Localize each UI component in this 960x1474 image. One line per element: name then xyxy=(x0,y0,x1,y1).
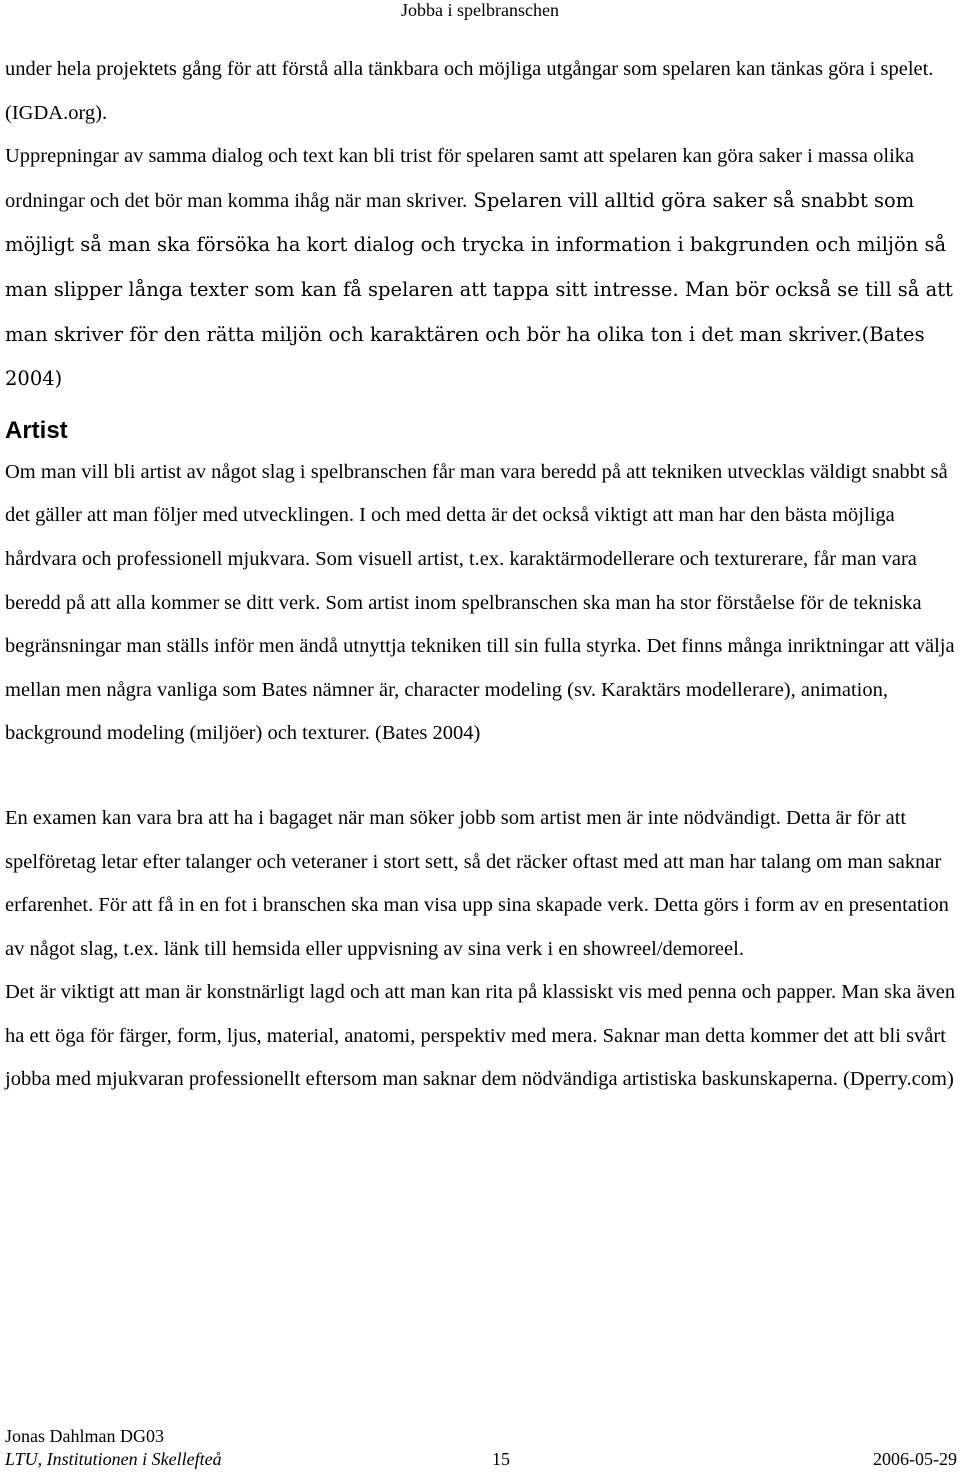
paragraph-2-part-2: Spelaren vill alltid göra saker så snabbt som möjligt så man ska försöka ha kort dialog och trycka in information i bakgrunden och miljön så man slipper långa texter som kan få spelaren att tappa sitt intresse. Man bör också se till så att man skriver för den rätta miljön och karaktären och bör ha olika ton i det man skriver.(Bates 2004) xyxy=(5,188,953,391)
paragraph-4: En examen kan vara bra att ha i bagaget när man söker jobb som artist men är inte nödvändigt. Detta är för att spelföretag letar efter talanger och veteraner i stort sett, så det räcker oftast med att man har talang om man saknar erfarenhet. För att få in en fot i branschen ska man visa upp sina skapade verk. Detta görs i form av en presentation av något slag, t.ex. länk till hemsida eller uppvisning av sina verk i en showreel/demoreel. xyxy=(5,806,949,960)
paragraph-3: Om man vill bli artist av något slag i spelbranschen får man vara beredd på att tekniken utvecklas väldigt snabbt så det gäller att man följer med utvecklingen. I och med detta är det också viktigt att man har den bästa möjliga hårdvara och professionell mjukvara. Som visuell artist, t.ex. karaktärmodellerare och texturerare, får man vara beredd på att alla kommer se ditt verk. Som artist inom spelbranschen ska man ha stor förståelse för de tekniska begränsningar man ställs inför men ändå utnyttja tekniken till sin fulla styrka. Det finns många inriktningar att välja mellan men några vanliga som Bates nämner är, character modeling (sv. Karaktärs modellerare), animation, background modeling (miljöer) och texturer. (Bates 2004) xyxy=(5,460,955,745)
paragraph-5: Det är viktigt att man är konstnärligt lagd och att man kan rita på klassiskt vis med penna och papper. Man ska även ha ett öga för färger, form, ljus, material, anatomi, perspektiv med mera. Saknar man detta kommer det att bli svårt jobba med mjukvaran professionellt eftersom man saknar dem nödvändiga artistiska baskunskaperna. (Dperry.com) xyxy=(5,981,956,1091)
paragraph-spacer xyxy=(5,756,957,797)
page-footer xyxy=(5,1448,957,1470)
paragraph-1: under hela projektets gång för att förstå alla tänkbara och möjliga utgångar som spelaren kan tänkas göra i spelet. (IGDA.org). xyxy=(5,58,934,124)
section-heading-artist: Artist xyxy=(5,416,68,444)
page-number: 15 xyxy=(492,1449,510,1469)
footer-institution: LTU, Institutionen i Skellefteå xyxy=(5,1449,222,1469)
paragraph-2 xyxy=(5,135,957,402)
document-body xyxy=(5,48,957,1102)
page-header xyxy=(0,0,960,22)
footer-author: Jonas Dahlman DG03 xyxy=(5,1426,164,1446)
paragraph-2-part-1: Upprepningar av samma dialog och text kan bli trist för spelaren samt att spelaren kan göra saker i massa olika ordningar och det bör man komma ihåg när man skriver. xyxy=(5,145,915,212)
header-title: Jobba i spelbranschen xyxy=(401,0,559,20)
footer-date: 2006-05-29 xyxy=(873,1449,957,1469)
